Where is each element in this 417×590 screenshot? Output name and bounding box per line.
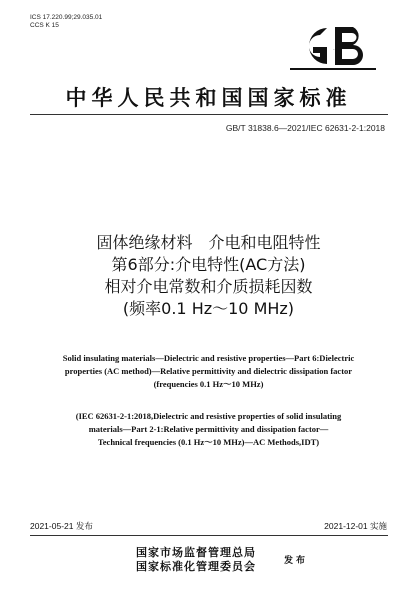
implement-date: 2021-12-01 实施 [324,521,387,531]
adoption-line: materials—Part 2-1:Relative permittivity and dissipation factor— [88,424,329,434]
adoption-statement [40,410,377,449]
ccs-code: CCS K 15 [30,22,59,29]
chinese-title-line: 第6部分:介电特性(AC方法) [111,255,306,274]
gb-logo [287,20,379,72]
adoption-line: (IEC 62631-2-1:2018,Dielectric and resistive properties of solid insulating [75,411,342,421]
chinese-title-line: (频率0.1 Hz～10 MHz) [122,299,295,318]
issuer-sac: 国家标准化管理委员会 [136,560,256,573]
english-title [40,352,377,391]
bottom-divider [30,535,388,536]
issuing-authorities [136,546,256,574]
ics-code: ICS 17.220.99;29.035.01 [30,14,103,21]
english-title-line: (frequencies 0.1 Hz～10 MHz) [153,379,264,389]
publish-date: 2021-05-21 发布 [30,521,93,531]
english-title-line: properties (AC method)—Relative permittivity and dielectric dissipation factor [64,366,353,376]
top-divider [30,114,388,115]
english-title-line: Solid insulating materials—Dielectric and resistive properties—Part 6:Dielectric [62,353,355,363]
issuer-samr: 国家市场监督管理总局 [136,546,256,559]
chinese-title-line: 相对介电常数和介质损耗因数 [104,277,313,296]
standard-number: GB/T 31838.6—2021/IEC 62631-2-1:2018 [225,123,385,133]
chinese-title-line: 固体绝缘材料 介电和电阻特性 [96,233,321,252]
gb-logo-text: GB [333,50,335,51]
adoption-line: Technical frequencies (0.1 Hz～10 MHz)—AC Methods,IDT) [97,437,320,447]
classification-codes [30,14,102,30]
standard-type-title: 中华人民共和国国家标准 [65,85,352,110]
chinese-title [0,232,417,320]
issue-label: 发布 [284,556,309,566]
